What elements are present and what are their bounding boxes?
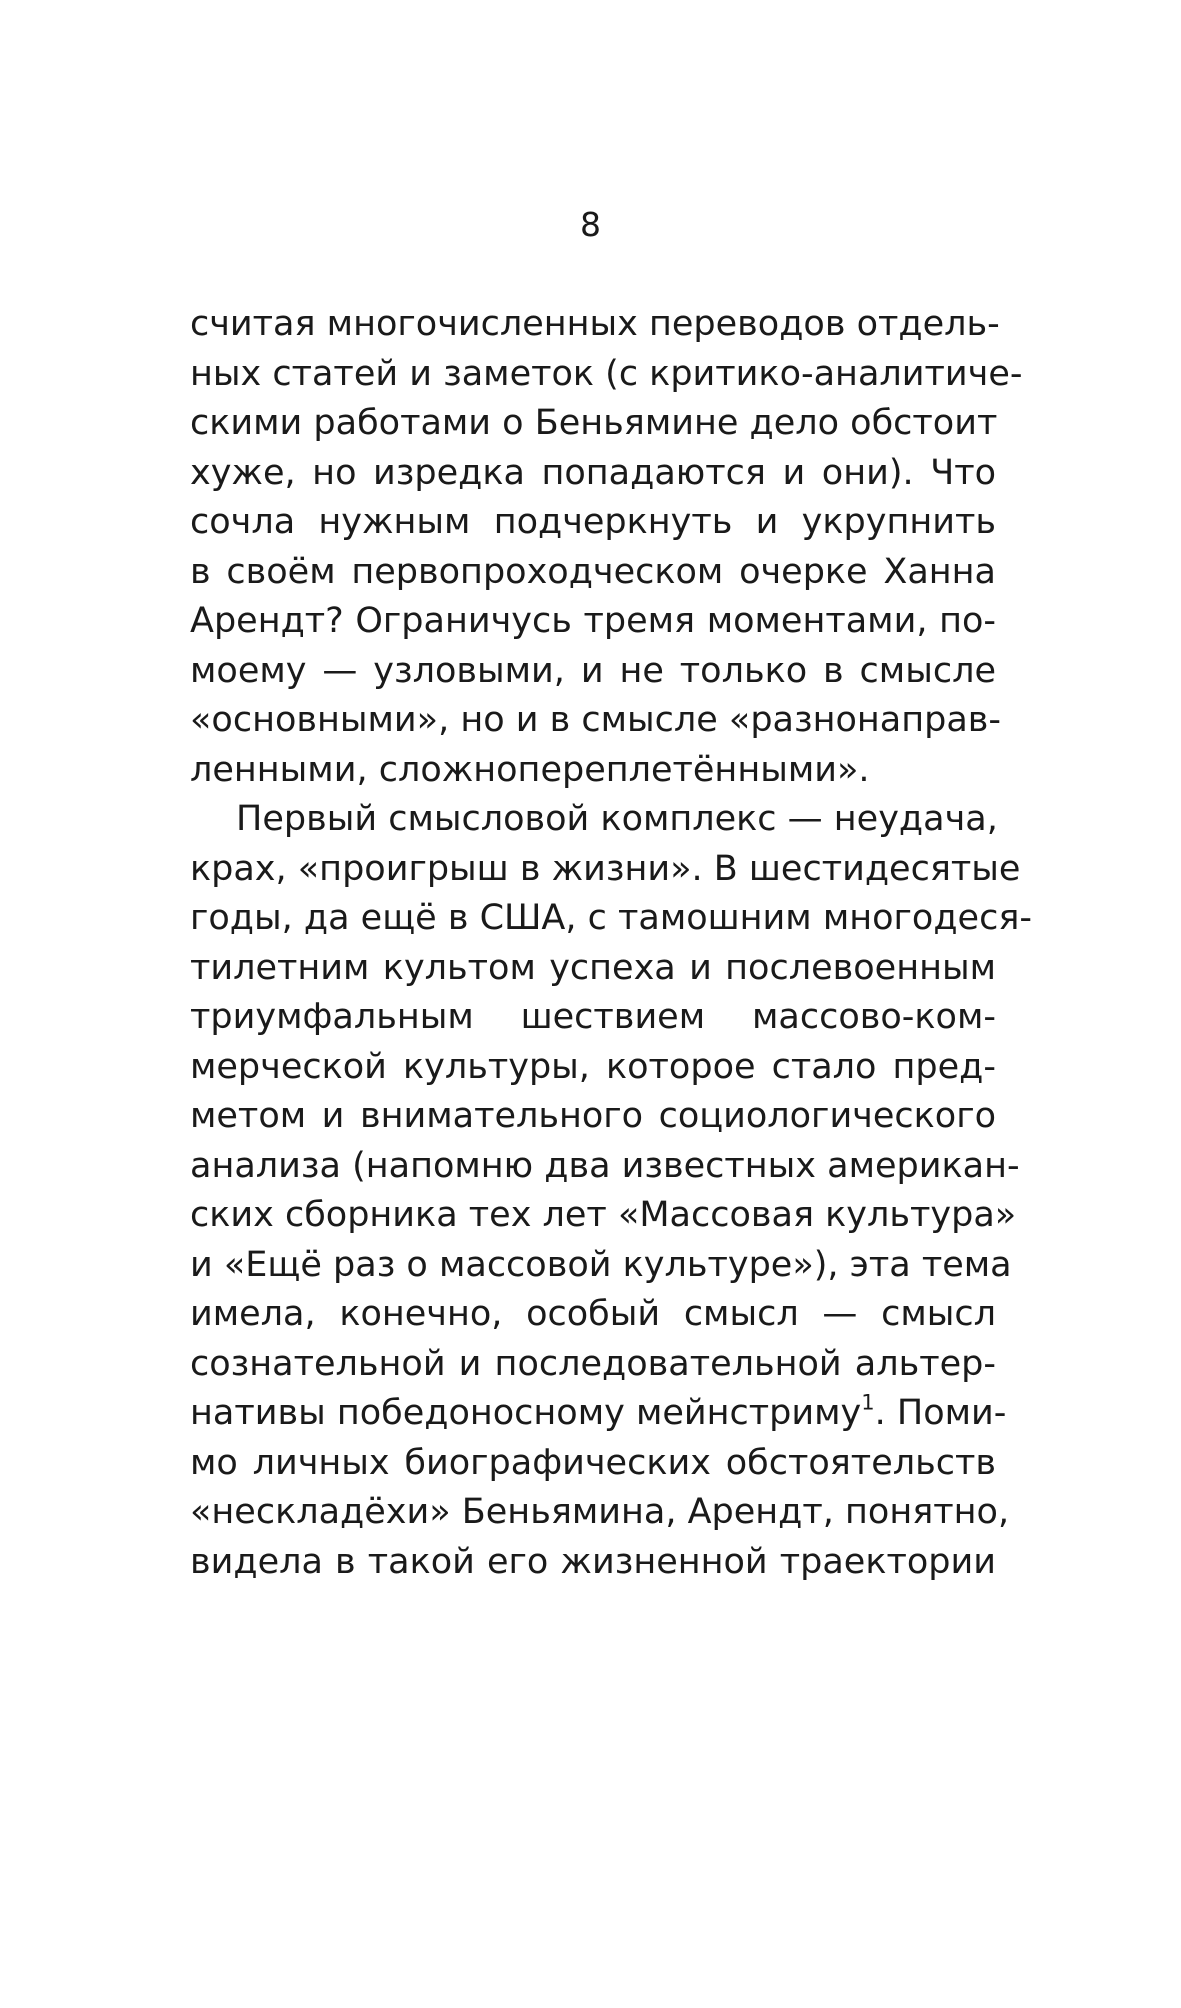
footnote-reference[interactable]: 1 [861,1390,875,1415]
text-line: имела, конечно, особый смысл — смысл [190,1294,996,1334]
text-line: триумфальным шествием массово-ком- [190,997,996,1037]
text-line: хуже, но изредка попадаются и они). Что [190,452,996,493]
text-line-with-footnote [190,1389,1007,1439]
text-line: «нескладёхи» Беньямина, Арендт, понятно, [190,1492,1010,1532]
text-line: скими работами о Беньямине дело обстоит [190,403,998,443]
text-line: крах, «проигрыш в жизни». В шестидесятые [190,848,1021,889]
text-line: мо личных биографических обстоятельств [190,1442,996,1483]
text-line: ленными, сложнопереплетёнными». [190,749,870,790]
text-line: ных статей и заметок (с критико-аналитиче- [190,353,1023,394]
text-line: тилетним культом успеха и послевоенным [190,947,996,988]
text-line: анализа (напомню два известных американ- [190,1145,1020,1186]
text-line: видела в такой его жизненной траектории [190,1541,996,1582]
text-line: ских сборника тех лет «Массовая культура» [190,1195,1017,1235]
text-line: сознательной и последовательной альтер- [190,1343,996,1384]
text-line: годы, да ещё в США, с тамошним многодеся- [190,898,1032,938]
text-line: Первый смысловой комплекс — неудача, [236,799,998,839]
paragraph-2 [190,795,1032,1587]
text-line: считая многочисленных переводов отдель- [190,304,1000,344]
text-line: Арендт? Ограничусь тремя моментами, по- [190,601,996,641]
body-text [190,300,1032,1587]
text-line: метом и внимательного социологического [190,1096,996,1136]
text-line: мерческой культуры, которое стало пред- [190,1046,996,1087]
text-segment: нативы победоносному мейнстриму [190,1393,862,1433]
text-line: в своём первопроходческом очерке Ханна [190,551,996,592]
text-line: и «Ещё раз о массовой культуре»), эта тема [190,1244,1012,1285]
paragraph-1 [190,300,1023,795]
text-line: моему — узловыми, и не только в смысле [190,650,996,691]
text-line: сочла нужным подчеркнуть и укрупнить [190,502,996,542]
text-segment: . Поми- [874,1393,1007,1433]
text-line: «основными», но и в смысле «разнонаправ- [190,700,1002,740]
page-number: 8 [580,205,601,244]
